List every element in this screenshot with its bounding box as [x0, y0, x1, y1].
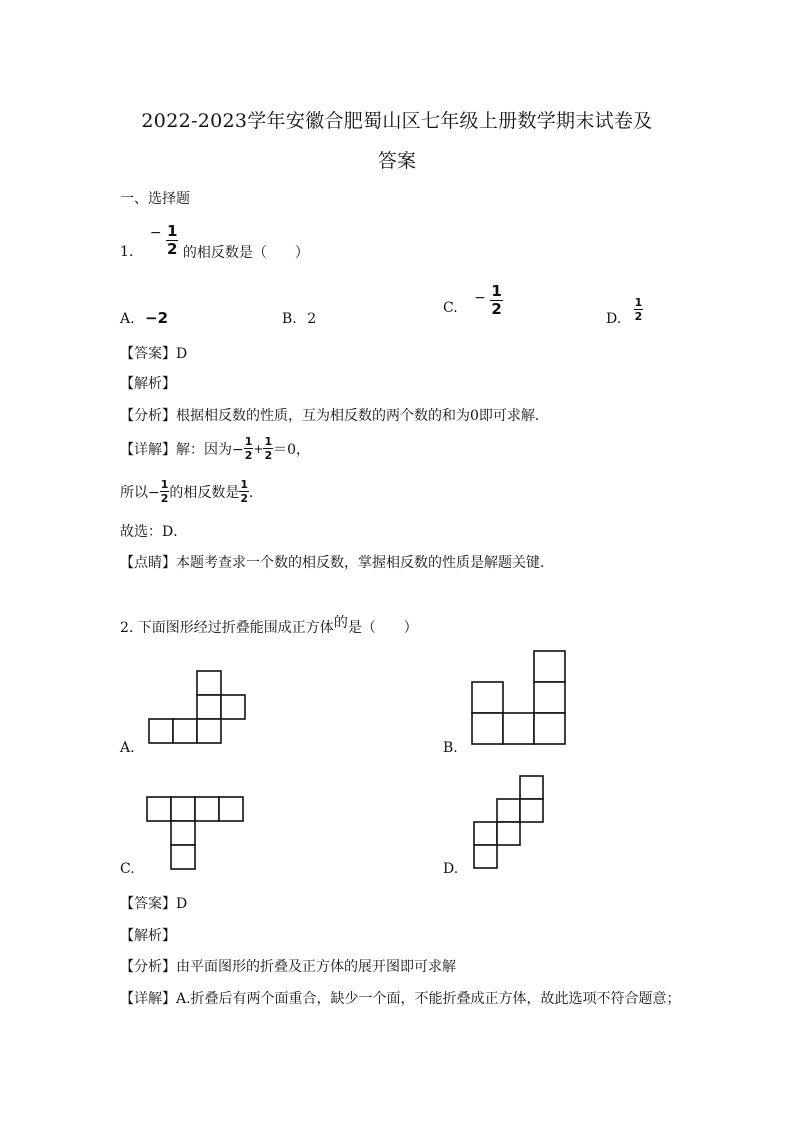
fraction-denominator: 2: [264, 449, 273, 462]
xiangjie-line-2: [120, 988, 681, 1008]
fraction: [166, 221, 178, 258]
suoyi-prefix: 所以−: [120, 484, 160, 501]
fraction: [239, 479, 249, 504]
fraction-numerator: 1: [634, 296, 643, 309]
xiangjie-line: [120, 436, 310, 461]
fraction-numerator: 1: [160, 478, 169, 491]
net-figure-d: [471, 775, 547, 873]
question-2: [120, 617, 418, 637]
fraction-denominator: 2: [634, 310, 643, 323]
fenxi-label: 【分析】: [120, 408, 176, 424]
dianjing-text: 本题考查求一个数的相反数，掌握相反数的性质是解题关键．: [176, 555, 554, 571]
question-number: 1.: [120, 244, 134, 260]
question-1: [120, 221, 309, 262]
option-d-label: D.: [606, 311, 622, 327]
analysis-label: 【解析】: [120, 376, 176, 392]
option-a-label: A.: [120, 311, 135, 327]
option-b: [282, 311, 316, 327]
fraction-denominator: 2: [160, 492, 169, 505]
guxuan-line: 故选：D．: [120, 524, 188, 540]
xiangjie-label: 【详解】: [120, 991, 176, 1007]
option-b-value: 2: [307, 311, 317, 327]
net-figure-b: [470, 650, 568, 748]
suoyi-line: [120, 479, 263, 504]
option-a-value: −2: [145, 309, 169, 327]
answer-line: 【答案】D: [120, 346, 188, 362]
fraction-numerator: 1: [244, 435, 253, 448]
fraction: [160, 479, 170, 504]
option-c-minus: −: [474, 290, 486, 306]
plus-sign: +: [253, 441, 264, 456]
option-a: [120, 308, 168, 327]
fraction: [244, 436, 254, 461]
net-figure-c: [145, 796, 247, 872]
section-heading: 一、选择题: [120, 191, 190, 207]
option-d-fraction: [634, 297, 644, 322]
fraction-denominator: 2: [491, 300, 502, 318]
analysis-label-2: 【解析】: [120, 928, 176, 944]
minus-sign: −: [149, 225, 162, 241]
page-title-line1: 2022-2023学年安徽合肥蜀山区七年级上册数学期末试卷及: [141, 110, 653, 132]
option-b-label: B.: [282, 311, 297, 327]
xiangjie-prefix: 解：因为−: [176, 441, 244, 458]
fraction-denominator: 2: [240, 492, 249, 505]
net-figure-a: [147, 670, 247, 746]
xiangjie-label: 【详解】: [120, 441, 176, 458]
option-c-fraction: [490, 284, 502, 317]
page-title-line2: 答案: [377, 150, 417, 172]
answer-line-2: 【答案】D: [120, 896, 188, 912]
suoyi-mid: 的相反数是: [169, 484, 240, 501]
fraction-numerator: 1: [491, 282, 502, 300]
question-2-sup: 的: [333, 615, 348, 631]
suoyi-end: ．: [249, 484, 264, 501]
option-d-label: D.: [443, 861, 459, 877]
fraction: [263, 436, 273, 461]
question-2-stem: 2. 下面图形经过折叠能围成正方体: [120, 620, 334, 636]
fenxi-label: 【分析】: [120, 959, 176, 975]
dianjing-line: [120, 552, 554, 572]
option-a-label: A.: [120, 740, 135, 756]
fenxi-text: 根据相反数的性质，互为相反数的两个数的和为0即可求解．: [176, 408, 549, 424]
option-d: [606, 297, 643, 327]
fraction-denominator: 2: [167, 239, 178, 258]
option-c-label: C.: [120, 861, 135, 877]
dianjing-label: 【点睛】: [120, 555, 176, 571]
fraction-numerator: 1: [240, 478, 249, 491]
option-c: [443, 284, 503, 317]
question-2-stem-end: 是（ ）: [347, 620, 418, 636]
fenxi-line-2: [120, 956, 456, 976]
fraction-numerator: 1: [264, 435, 273, 448]
xiangjie-suffix: ＝0，: [273, 441, 311, 458]
fraction-denominator: 2: [244, 449, 253, 462]
option-c-label: C.: [443, 300, 458, 316]
option-b-label: B.: [443, 740, 458, 756]
question-stem: 的相反数是（ ）: [182, 245, 309, 261]
fraction-numerator: 1: [167, 221, 178, 240]
xiangjie-text: A.折叠后有两个面重合，缺少一个面，不能折叠成正方体，故此选项不符合题意；: [176, 991, 681, 1007]
fenxi-text: 由平面图形的折叠及正方体的展开图即可求解: [176, 959, 456, 975]
fenxi-line: [120, 405, 549, 425]
